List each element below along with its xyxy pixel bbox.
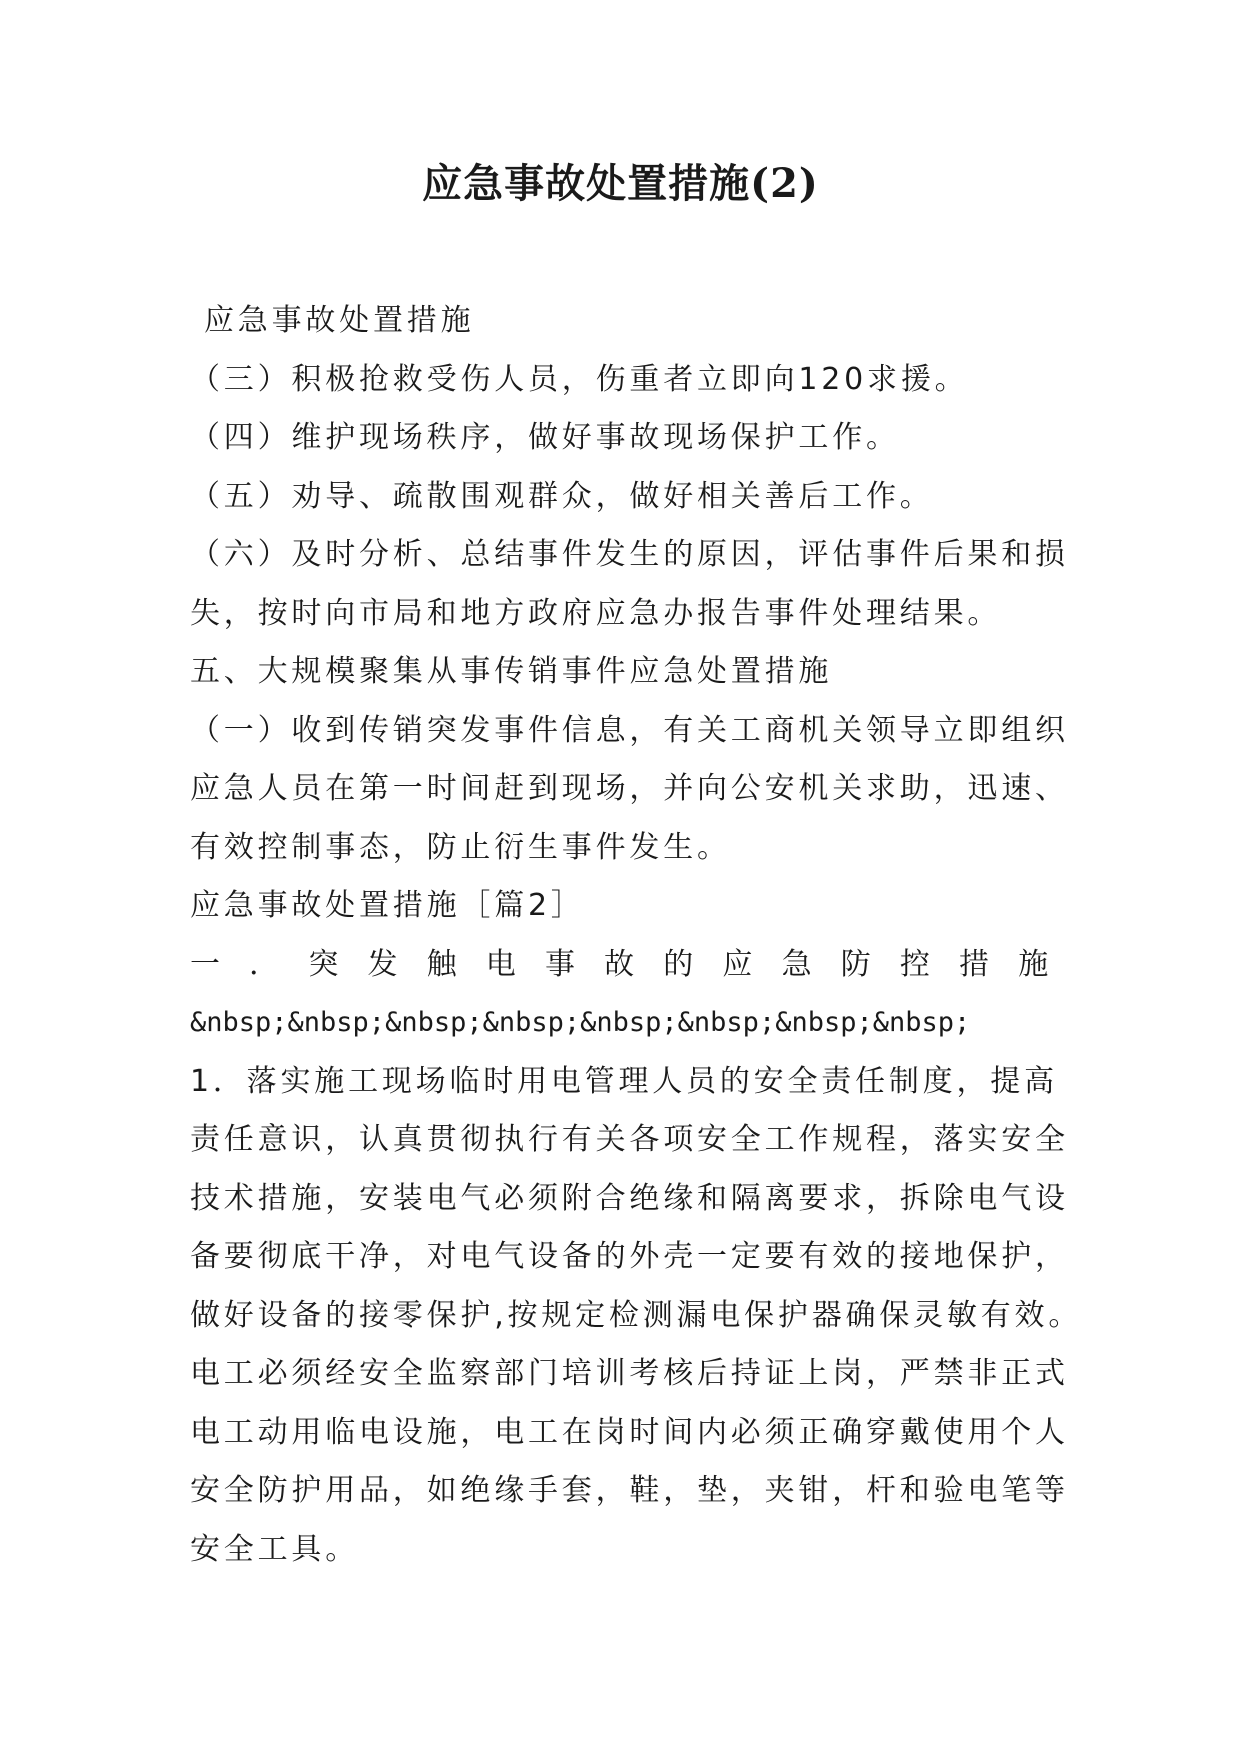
paragraph-line: 1．落实施工现场临时用电管理人员的安全责任制度，提高	[190, 1063, 1058, 1099]
paragraph-line: （五）劝导、疏散围观群众，做好相关善后工作。	[190, 478, 934, 514]
paragraph-line: 责任意识，认真贯彻执行有关各项安全工作规程，落实安全	[190, 1122, 1069, 1157]
paragraph-line: 安全防护用品，如绝缘手套，鞋，垫，夹钳，杆和验电笔等	[190, 1473, 1069, 1508]
spaced-heading-char: ．	[249, 946, 283, 982]
section-heading: 应急事故处置措施	[204, 303, 475, 338]
spaced-heading-char: 触	[426, 946, 461, 982]
spaced-heading-char: 故	[604, 946, 638, 982]
paragraph-line: （六）及时分析、总结事件发生的原因，评估事件后果和损	[190, 537, 1069, 572]
html-entity-line: &nbsp;&nbsp;&nbsp;&nbsp;&nbsp;&nbsp;&nbsp;&nbsp;	[190, 1007, 971, 1038]
spaced-heading-char: 控	[899, 946, 934, 982]
paragraph-line: 做好设备的接零保护,按规定检测漏电保护器确保灵敏有效。	[190, 1297, 1083, 1333]
spaced-heading-char: 防	[840, 946, 875, 982]
spaced-heading-char: 的	[663, 946, 698, 982]
paragraph-line: 应急人员在第一时间赶到现场，并向公安机关求助，迅速、	[190, 771, 1069, 806]
spaced-heading-char: 事	[544, 946, 579, 982]
spaced-heading	[190, 936, 1052, 995]
spaced-heading-char: 措	[959, 946, 993, 982]
paragraph-line: 安全工具。	[190, 1531, 359, 1567]
paragraph-line: 电工必须经安全监察部门培训考核后持证上岗，严禁非正式	[190, 1356, 1069, 1391]
section-heading: 五、大规模聚集从事传销事件应急处置措施	[190, 654, 833, 689]
paragraph-line: （一）收到传销突发事件信息，有关工商机关领导立即组织	[190, 712, 1069, 748]
paragraph-line: 技术措施，安装电气必须附合绝缘和隔离要求，拆除电气设	[190, 1180, 1069, 1216]
spaced-heading-char: 突	[308, 946, 343, 982]
spaced-heading-char: 发	[367, 946, 402, 982]
paragraph-line: 电工动用临电设施，电工在岗时间内必须正确穿戴使用个人	[190, 1414, 1069, 1450]
paragraph-line: 有效控制事态，防止衍生事件发生。	[190, 829, 731, 865]
section-heading: 应急事故处置措施［篇2］	[190, 888, 585, 923]
spaced-heading-char: 施	[1018, 946, 1052, 982]
paragraph-line: 失，按时向市局和地方政府应急办报告事件处理结果。	[190, 595, 1002, 631]
spaced-heading-char: 应	[722, 946, 757, 982]
paragraph-line: （四）维护现场秩序，做好事故现场保护工作。	[190, 420, 900, 455]
paragraph-line: （三）积极抢救受伤人员，伤重者立即向120求援。	[190, 361, 969, 397]
paragraph-line: 备要彻底干净，对电气设备的外壳一定要有效的接地保护，	[190, 1239, 1069, 1274]
spaced-heading-char: 急	[781, 946, 816, 982]
document-body	[190, 292, 1083, 1579]
spaced-heading-char: 电	[485, 946, 520, 982]
document-title: 应急事故处置措施(2)	[422, 160, 819, 207]
spaced-heading-char: 一	[190, 946, 224, 982]
